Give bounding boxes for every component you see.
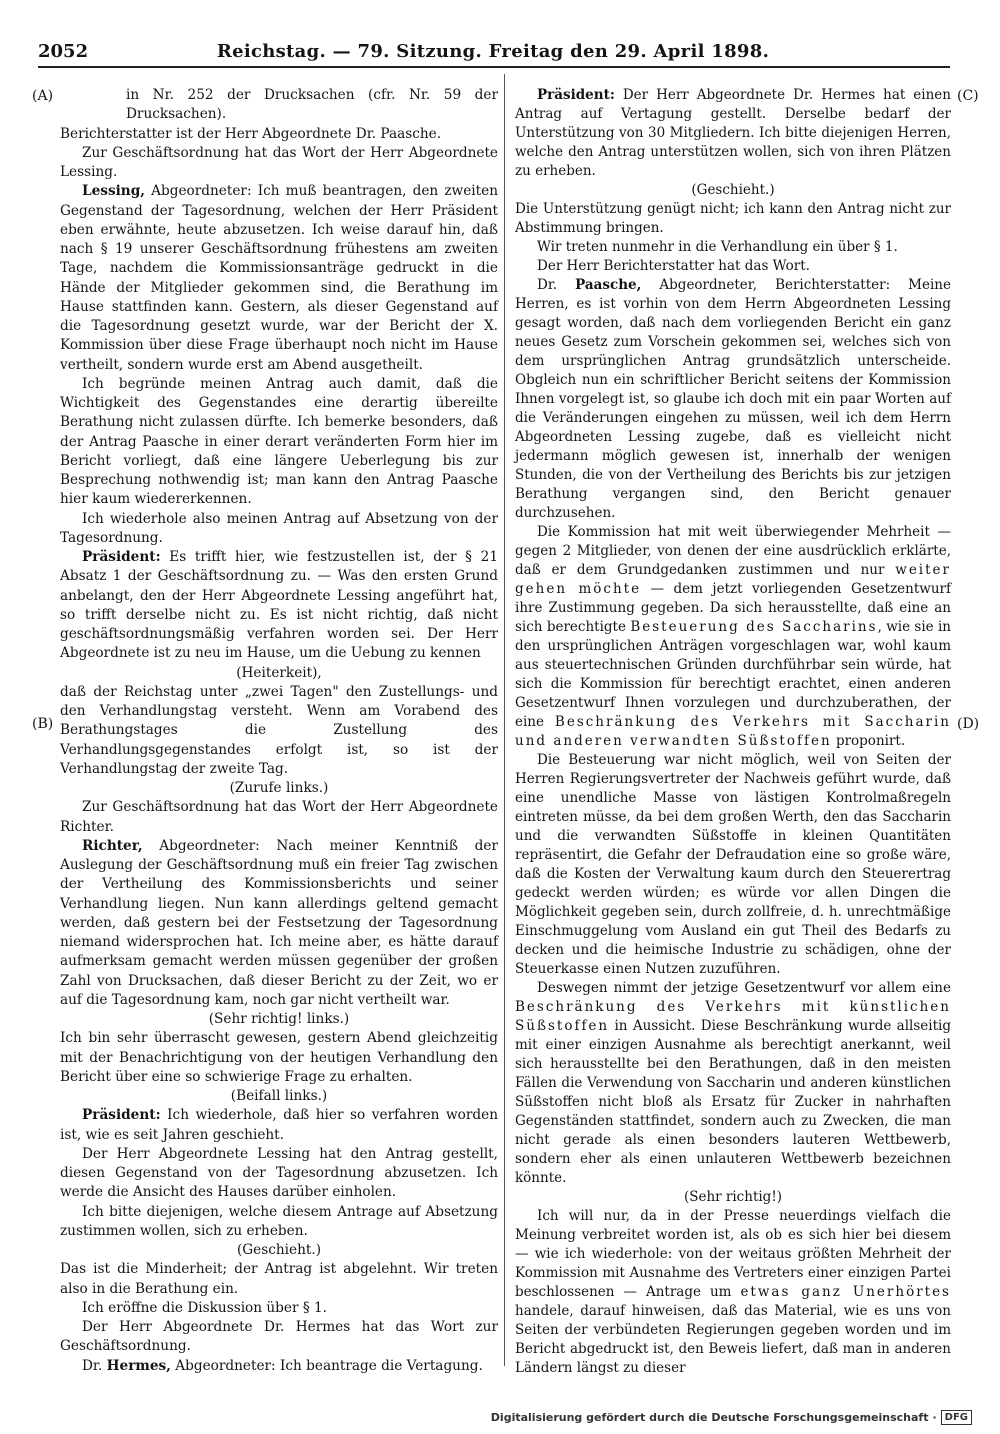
speaker-name: Hermes,: [106, 1357, 171, 1374]
text-run: Deswegen nimmt der jetzige Gesetzentwurf vor allem eine: [537, 980, 951, 996]
spaced-text: weiter gehen möchte: [515, 562, 951, 597]
paragraph: Ich bin sehr überrascht gewesen, gestern Abend gleichzeitig mit der Benachrichtigung von der heutigen Verhandlung den Bericht über eine so schwierige Frage zu erhalten.: [60, 1030, 498, 1085]
speaker-name: Präsident:: [82, 549, 161, 565]
speaker-name: Lessing,: [82, 183, 146, 200]
text-run: Die Kommission hat mit weit überwiegender Mehrheit — gegen 2 Mitglieder, von denen der eine ausdrücklich erklärte, daß er dem Grundgedanken zustimmen und nur: [515, 524, 951, 578]
paragraph: daß der Reichstag unter „zwei Tagen" den Zustellungs- und den Verhandlungstag versteht. Wenn am Vorabend des Berathungstages die Zustellung des Verhandlungsgegenstandes erfolgt ist, so ist der Verhandlungstag der zweite Tag.: [60, 683, 498, 777]
speech-paragraph: [60, 548, 498, 664]
left-column: [60, 86, 498, 1376]
paragraph: Der Herr Abgeordnete Dr. Hermes hat das Wort zur Geschäftsordnung.: [60, 1319, 498, 1355]
interjection: (Sehr richtig! links.): [208, 1011, 350, 1027]
paragraph: Wir treten nunmehr in die Verhandlung ein über § 1.: [537, 239, 898, 255]
paragraph: Berichterstatter ist der Herr Abgeordnete Dr. Paasche.: [60, 125, 442, 142]
paragraph: Der Herr Abgeordnete Lessing hat den Antrag gestellt, diesen Gegenstand von der Tagesordnung abzusetzen. Ich werde die Ansicht des Hauses darüber einholen.: [60, 1145, 498, 1201]
interjection: (Zurufe links.): [229, 780, 329, 796]
margin-mark-d: (D): [957, 716, 980, 732]
speaker-title: Dr.: [537, 277, 576, 293]
margin-mark-c: (C): [957, 88, 979, 104]
paragraph: [515, 523, 951, 751]
paragraph: Das ist die Minderheit; der Antrag ist abgelehnt. Wir treten also in die Berathung ein.: [60, 1261, 498, 1297]
margin-mark-b: (B): [32, 716, 54, 732]
spaced-text: Beschränkung des Verkehrs mit Saccharin und anderen verwandten Süßstoffen: [515, 714, 951, 749]
speech-text: Abgeordneter: Ich muß beantragen, den zweiten Gegenstand der Tagesordnung, welchen der Herr Präsident eben erwähnte, heute abzusetzen. Ich weise darauf hin, daß nach § 19 unserer Geschäftsordnung frühestens am zweiten Tage, nachdem die Kommissionsanträge gedruckt in die Hände der Mitglieder gekommen sind, die Berathung im Hause stattfinden kann. Gestern, als dieser Gegenstand auf die Tagesordnung gesetzt wurde, war der Bericht der X. Kommission über diese Frage überhaupt noch nicht im Hause vertheilt, sondern wurde erst am Abend ausgetheilt.: [60, 183, 498, 373]
paragraph: Die Besteuerung war nicht möglich, weil von Seiten der Herren Regierungsvertreter der Nachweis geführt wurde, daß eine unendliche Masse von lästigen Kontrolmaßregeln eintreten müsse, da bei dem großen Werth, den das Saccharin und die verwandten Süßstoffe in kleinen Quantitäten repräsentirt, die Gefahr der Defraudation eine so große wäre, daß die Kosten der Verwaltung kaum durch den Steuerertrag gedeckt werden würden; es würde vor allen Dingen die Möglichkeit gegeben sein, durch zollfreie, d. h. unrechtmäßige Einschmuggelung vom Ausland ein gut Theil des Bedarfs zu decken und die heimische Industrie zu schädigen, ohne der Steuerkasse einen Nutzen zuzuführen.: [515, 752, 951, 977]
text-run: in Aussicht. Diese Beschränkung wurde allseitig mit einer einzigen Ausnahme als berechtigt anerkannt, weil sich herausstellte bei den Berathungen, daß in den meisten Fällen die Verwendung von Saccharin und anderen künstlichen Süßstoffen nicht bloß als Ersatz für Zucker in nahrhaften Gegenständen stattfindet, sondern auch zu Zwecken, die man nicht gerade als einen besonders lauteren Wettbewerb, sondern eher als einen unlauteren Wettbewerb bezeichnen könnte.: [515, 1018, 951, 1186]
separator-dot-icon: ·: [932, 1411, 937, 1424]
spaced-text: etwas ganz Unerhörtes: [740, 1284, 951, 1300]
speech-text: Der Herr Abgeordnete Dr. Hermes hat einen Antrag auf Vertagung gestellt. Derselbe bedarf der Unterstützung von 30 Mitgliedern. Ich bitte diejenigen Herren, welche den Antrag unterstützen wollen, sich von ihren Plätzen zu erheben.: [515, 87, 951, 179]
paragraph: Ich bitte diejenigen, welche diesem Antrage auf Absetzung zustimmen wollen, sich zu erheben.: [60, 1203, 498, 1239]
interjection: (Heiterkeit),: [236, 664, 322, 681]
speaker-title: Dr.: [82, 1357, 107, 1374]
interjection: (Geschieht.): [236, 1242, 322, 1258]
header-rule: [38, 66, 950, 68]
speech-paragraph: [60, 182, 498, 375]
speech-paragraph: [60, 1357, 498, 1376]
text-run: proponirt.: [831, 733, 906, 749]
speech-paragraph: [60, 1106, 498, 1145]
dfg-logo: DFG: [941, 1410, 972, 1425]
speech-text: Abgeordneter, Berichterstatter: Meine Herren, es ist vorhin von dem Herrn Abgeordneten Lessing gesagt worden, daß nach dem vorliegenden Bericht ein ganz neues Gesetz zum Vorschein gekommen sei, welches sich von dem ursprünglichen Antrag grundsätzlich unterscheide. Obgleich nun ein schriftlicher Bericht seitens der Kommission Ihnen vorgelegt ist, so glaube ich doch mit ein paar Worten auf die Veränderungen eingehen zu müssen, weil ich dem Herrn Abgeordneten Lessing zugebe, daß es vielleicht nicht jedermann möglich gewesen ist, innerhalb der wenigen Stunden, die von der Vertheilung des Berichts bis zur jetzigen Berathung vergangen sind, den Bericht genauer durchzusehen.: [515, 277, 951, 521]
paragraph: [515, 979, 951, 1188]
text-run: , wie sie in den ursprünglichen Anträgen vorgeschlagen war, wohl kaum aus steuertechnischen Gründen durchführbar sein würde, hat sich die Kommission für berechtigt erachtet, einen anderen Gesetzentwurf Ihnen vorzulegen und durchzuberathen, der eine: [515, 619, 951, 730]
right-column: [515, 86, 951, 1378]
paragraph: Die Unterstützung genügt nicht; ich kann den Antrag nicht zur Abstimmung bringen.: [515, 201, 951, 236]
speech-paragraph: [60, 837, 498, 1010]
footer-text: Digitalisierung gefördert durch die Deutsche Forschungsgemeinschaft: [490, 1411, 929, 1424]
paragraph: Zur Geschäftsordnung hat das Wort der Herr Abgeordnete Richter.: [60, 799, 498, 835]
paragraph: Der Herr Berichterstatter hat das Wort.: [537, 258, 810, 274]
text-run: — dem jetzt vorliegenden Gesetzentwurf ihre Zustimmung gegeben. Da sich herausstellte, daß eine an sich berechtigte: [515, 581, 951, 635]
speech-text: Abgeordneter: Ich beantrage die Vertagung.: [170, 1357, 483, 1374]
interjection: (Geschieht.): [691, 182, 775, 198]
paragraph: [515, 1207, 951, 1378]
footer-credit: [491, 1410, 972, 1425]
paragraph: Ich eröffne die Diskussion über § 1.: [82, 1299, 328, 1316]
page-number: 2052: [38, 41, 89, 62]
speech-text: Es trifft hier, wie festzustellen ist, der § 21 Absatz 1 der Geschäftsordnung zu. — Was den ersten Grund anbelangt, den der Herr Abgeordnete Lessing angeführt hat, so trifft derselbe nicht zu. Es ist nicht richtig, daß nicht geschäftsordnungsmäßig verfahren worden sei. Der Herr Abgeordnete ist zu neu im Hause, um die Uebung zu kennen: [60, 549, 498, 662]
interjection: (Sehr richtig!): [683, 1189, 783, 1205]
running-title: Reichstag. — 79. Sitzung. Freitag den 29. April 1898.: [216, 41, 770, 62]
paragraph: Ich wiederhole also meinen Antrag auf Absetzung von der Tagesordnung.: [60, 510, 498, 546]
speech-text: Ich wiederhole, daß hier so verfahren worden ist, wie es seit Jahren geschieht.: [60, 1107, 498, 1143]
speaker-name: Richter,: [82, 837, 143, 854]
paragraph: Zur Geschäftsordnung hat das Wort der Herr Abgeordnete Lessing.: [60, 144, 498, 180]
spaced-text: Beschränkung des Verkehrs mit künstlichen Süßstoffen: [515, 999, 951, 1034]
paragraph: Ich begründe meinen Antrag auch damit, daß die Wichtigkeit des Gegenstandes eine derartig übereilte Berathung nicht zulassen dürfte. Ich bemerke besonders, daß der Antrag Paasche in einer derart veränderten Form hier im Bericht vorliegt, daß eine längere Ueberlegung bis zur Besprechung nothwendig ist; man kann den Antrag Paasche hier kaum wiedererkennen.: [60, 375, 498, 508]
paragraph: in Nr. 252 der Drucksachen (cfr. Nr. 59 der Drucksachen).: [126, 87, 498, 123]
page-header: [38, 36, 948, 66]
interjection: (Beifall links.): [230, 1088, 328, 1104]
text-run: Ich will nur, da in der Presse neuerdings vielfach die Meinung verbreitet worden ist, als ob es sich hier bei diesem — wie ich wiederhole: von der weitaus größten Mehrheit der Kommission mit Ausnahme des Vertreters einer einzigen Partei beschlossenen — Antrage um: [515, 1208, 951, 1300]
speech-paragraph: [515, 276, 951, 523]
spaced-text: Besteuerung des Saccharins: [630, 619, 878, 635]
speaker-name: Präsident:: [82, 1107, 161, 1124]
speaker-name: Präsident:: [537, 87, 615, 103]
speaker-name: Paasche,: [575, 277, 642, 293]
column-divider: [504, 74, 505, 1366]
speech-text: Abgeordneter: Nach meiner Kenntniß der Auslegung der Geschäftsordnung muß ein freier Tag zwischen der Vertheilung des Kommissionsberichts und seiner Verhandlung liegen. Nun kann allerdings geltend gemacht werden, daß gestern bei der Festsetzung der Tagesordnung niemand widersprochen hat. Ich meine aber, es hätte darauf aufmerksam gemacht werden müssen gegenüber der großen Zahl von Drucksachen, daß dieser Bericht zu der Zeit, wo er auf die Tagesordnung kam, noch gar nicht vertheilt war.: [60, 837, 498, 1008]
margin-mark-a: (A): [32, 88, 54, 104]
speech-paragraph: [515, 86, 951, 181]
text-run: handele, darauf hinweisen, daß das Material, wie es uns von Seiten der verbündeten Regierungen gegeben worden und im Bericht abgedruckt ist, den Beweis liefert, daß man in anderen Ländern längst zu dieser: [515, 1303, 951, 1376]
